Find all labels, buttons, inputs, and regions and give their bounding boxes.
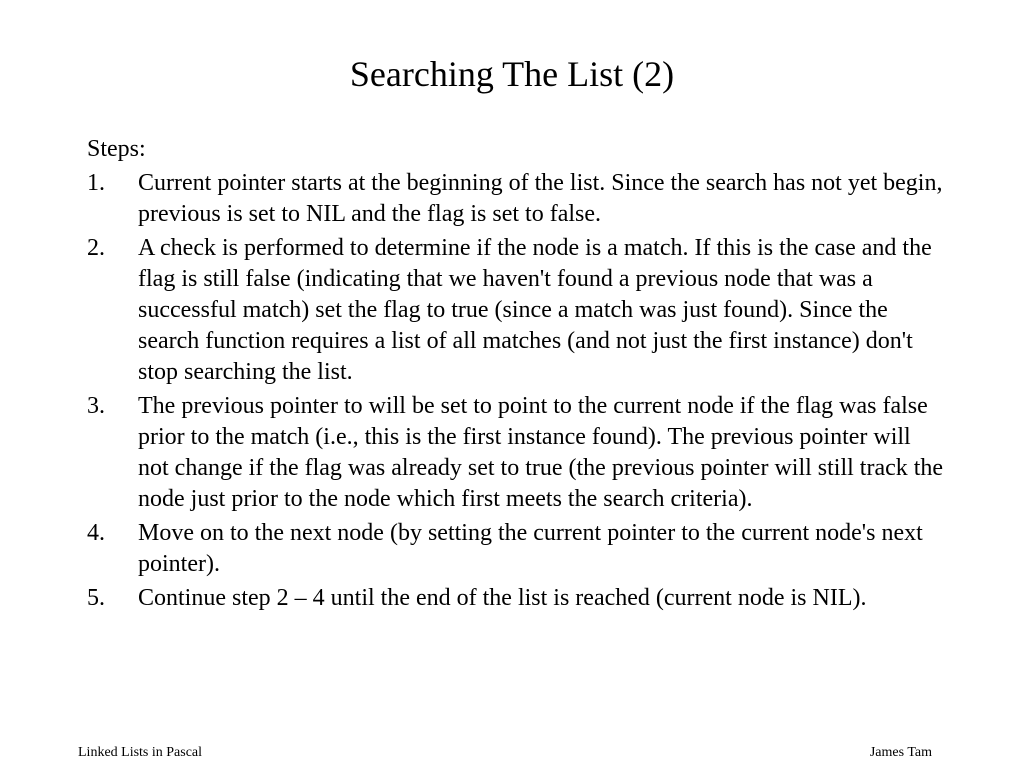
step-item-5 bbox=[87, 583, 947, 614]
step-item-4 bbox=[87, 518, 947, 580]
footer-author: James Tam bbox=[869, 745, 932, 760]
footer-course-title: Linked Lists in Pascal bbox=[78, 745, 203, 760]
step-item-1 bbox=[87, 168, 947, 230]
steps-list bbox=[87, 168, 947, 614]
step-text: Current pointer starts at the beginning of the list. Since the search has not yet begin, previous is set to NIL and the flag is set to false. bbox=[138, 170, 943, 227]
step-text: Move on to the next node (by setting the current pointer to the current node's next pointer). bbox=[138, 520, 923, 577]
step-number: 1. bbox=[87, 170, 105, 196]
steps-heading: Steps: bbox=[87, 136, 146, 162]
slide-body bbox=[87, 134, 947, 617]
step-item-3 bbox=[87, 391, 947, 515]
step-item-2 bbox=[87, 233, 947, 388]
step-number: 4. bbox=[87, 520, 105, 546]
step-text: The previous pointer to will be set to point to the current node if the flag was false prior to the match (i.e., this is the first instance found). The previous pointer will not change if the flag was already set to true (the previous pointer will still track the node just prior to the node which first meets the search criteria). bbox=[138, 393, 944, 512]
step-number: 2. bbox=[87, 235, 105, 261]
step-number: 5. bbox=[87, 585, 105, 611]
step-number: 3. bbox=[87, 393, 105, 419]
step-text: A check is performed to determine if the node is a match. If this is the case and the flag is still false (indicating that we haven't found a previous node that was a successful match) set the flag to true (since a match was just found). Since the search function requires a list of all matches (and not just the first instance) don't stop searching the list. bbox=[138, 235, 932, 385]
slide-title: Searching The List (2) bbox=[349, 54, 675, 94]
step-text: Continue step 2 – 4 until the end of the list is reached (current node is NIL). bbox=[138, 585, 867, 611]
